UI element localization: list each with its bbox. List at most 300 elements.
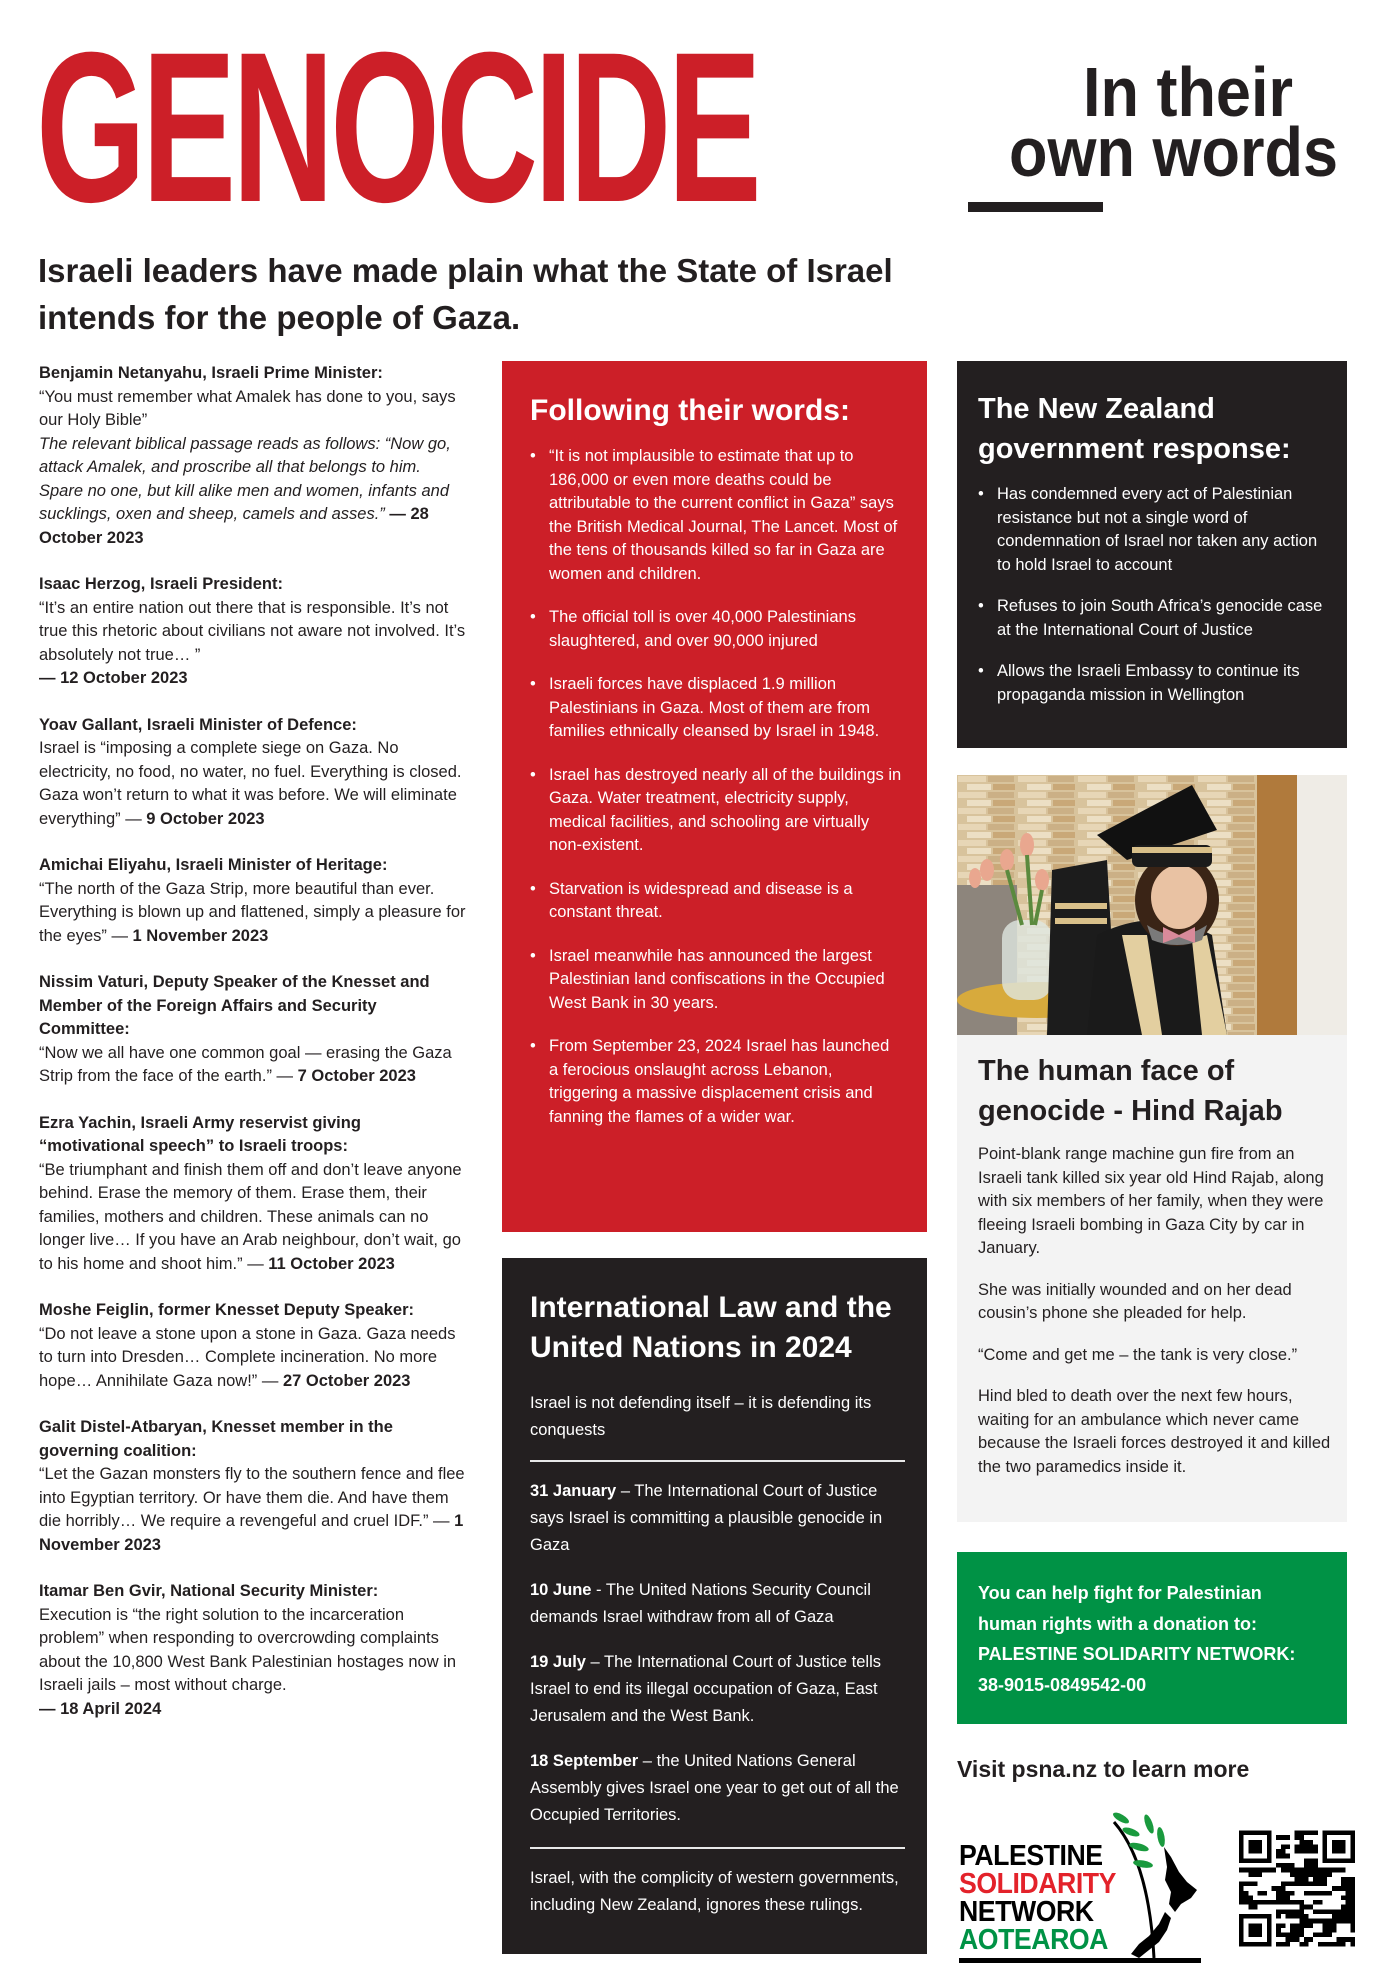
qr-module xyxy=(1281,1933,1286,1938)
quote-item xyxy=(39,573,467,691)
donation-box xyxy=(957,1552,1347,1724)
qr-module xyxy=(1281,1891,1286,1896)
bullet-icon: • xyxy=(978,597,984,615)
qr-module xyxy=(1299,1933,1304,1938)
qr-module xyxy=(1299,1835,1304,1840)
nz-item-text: Refuses to join South Africa’s genocide case at the International Court of Justice xyxy=(997,597,1323,639)
qr-module xyxy=(1299,1900,1304,1905)
qr-module xyxy=(1253,1868,1258,1873)
law-event-separator: – xyxy=(616,1482,635,1500)
quote-item xyxy=(39,362,467,550)
qr-module xyxy=(1239,1882,1244,1887)
law-event-text: The International Court of Justice says Israel is committing a plausible genocide in Gaza xyxy=(530,1482,883,1554)
qr-module xyxy=(1258,1891,1263,1896)
law-event-date: 31 January xyxy=(530,1482,617,1500)
law-event-separator: - xyxy=(591,1581,606,1599)
qr-module xyxy=(1258,1900,1263,1905)
qr-module xyxy=(1281,1895,1286,1900)
law-event-date: 18 September xyxy=(530,1752,639,1770)
qr-module xyxy=(1323,1872,1328,1877)
qr-module xyxy=(1239,1868,1244,1873)
nz-title: The New Zealand government response: xyxy=(978,393,1291,465)
quote-date: 11 October 2023 xyxy=(268,1254,395,1273)
qr-module xyxy=(1253,1900,1258,1905)
qr-module xyxy=(1304,1914,1309,1919)
law-event-text: The United Nations Security Council demands Israel withdraw from all of Gaza xyxy=(530,1581,871,1626)
qr-module xyxy=(1350,1905,1355,1910)
following-item-text: The official toll is over 40,000 Palestinians slaughtered, and over 90,000 injured xyxy=(549,608,856,650)
qr-module xyxy=(1295,1909,1300,1914)
qr-module xyxy=(1262,1891,1267,1896)
qr-module xyxy=(1327,1942,1332,1947)
qr-module xyxy=(1299,1840,1304,1845)
bullet-icon: • xyxy=(530,1037,536,1055)
qr-module xyxy=(1318,1909,1323,1914)
qr-module xyxy=(1327,1872,1332,1877)
following-title: Following their words: xyxy=(530,394,850,427)
qr-module xyxy=(1341,1937,1346,1942)
qr-module xyxy=(1323,1933,1328,1938)
side-title-line1: In their xyxy=(1082,53,1293,131)
qr-module xyxy=(1248,1840,1262,1854)
qr-module xyxy=(1309,1831,1314,1836)
following-item-text: “It is not implausible to estimate that up to 186,000 or even more deaths could be attributable to the current conflict in Gaza” says the British Medical Journal, The Lancet. Most of the tens of thousands killed so far in Gaza are women and children. xyxy=(549,447,898,583)
qr-module xyxy=(1350,1886,1355,1891)
qr-module xyxy=(1332,1886,1337,1891)
qr-module xyxy=(1346,1937,1351,1942)
nz-response-box xyxy=(957,361,1347,748)
law-intro: Israel is not defending itself – it is defending its conquests xyxy=(530,1394,872,1439)
quote-speaker: Galit Distel-Atbaryan, Knesset member in the governing coalition: xyxy=(39,1418,393,1460)
quote-speaker: Nissim Vaturi, Deputy Speaker of the Knesset and Member of the Foreign Affairs and Security Committee: xyxy=(39,973,430,1038)
donation-line1: You can help fight for Palestinian xyxy=(978,1583,1262,1603)
qr-module xyxy=(1285,1835,1290,1840)
qr-module xyxy=(1304,1923,1309,1928)
qr-module xyxy=(1295,1877,1300,1882)
qr-code[interactable] xyxy=(1239,1830,1355,1947)
qr-module xyxy=(1299,1844,1304,1849)
qr-module xyxy=(1332,1840,1346,1854)
international-law-box xyxy=(502,1258,927,1954)
following-item-text: Israeli forces have displaced 1.9 million Palestinians in Gaza. Most of them are from families ethnically cleansed by Israel in 1948. xyxy=(549,675,880,740)
qr-module xyxy=(1290,1868,1295,1873)
qr-module xyxy=(1281,1849,1286,1854)
quote-speaker: Moshe Feiglin, former Knesset Deputy Speaker: xyxy=(39,1301,415,1319)
qr-module xyxy=(1346,1882,1351,1887)
qr-module xyxy=(1299,1877,1304,1882)
qr-module xyxy=(1295,1900,1300,1905)
qr-module xyxy=(1271,1900,1276,1905)
qr-module xyxy=(1350,1909,1355,1914)
quote-speaker: Amichai Eliyahu, Israeli Minister of Heritage: xyxy=(39,856,388,874)
qr-module xyxy=(1290,1900,1295,1905)
qr-module xyxy=(1350,1937,1355,1942)
qr-module xyxy=(1281,1909,1286,1914)
qr-module xyxy=(1341,1877,1346,1882)
qr-module xyxy=(1309,1858,1314,1863)
qr-module xyxy=(1350,1877,1355,1882)
qr-module xyxy=(1239,1900,1244,1905)
quote-item xyxy=(39,1580,467,1721)
qr-module xyxy=(1350,1919,1355,1924)
qr-module xyxy=(1281,1835,1286,1840)
qr-module xyxy=(1285,1937,1290,1942)
quote-speaker: Itamar Ben Gvir, National Security Minister: xyxy=(39,1582,379,1600)
law-event-text: The International Court of Justice tells Israel to end its illegal occupation of Gaza, East Jerusalem and the West Bank. xyxy=(530,1653,881,1725)
qr-module xyxy=(1253,1905,1258,1910)
qr-module xyxy=(1290,1928,1295,1933)
qr-module xyxy=(1281,1844,1286,1849)
qr-module xyxy=(1309,1905,1314,1910)
qr-module xyxy=(1290,1863,1295,1868)
following-item xyxy=(530,878,903,925)
qr-module xyxy=(1309,1844,1314,1849)
qr-module xyxy=(1299,1909,1304,1914)
hind-paragraph: She was initially wounded and on her dead cousin’s phone she pleaded for help. xyxy=(978,1280,1292,1322)
law-event xyxy=(530,1577,913,1631)
nz-item xyxy=(978,595,1333,642)
qr-module xyxy=(1313,1877,1318,1882)
quote-date: — 28 October 2023 xyxy=(39,505,429,547)
quote-date: — 12 October 2023 xyxy=(39,669,188,687)
qr-module xyxy=(1313,1849,1318,1854)
qr-module xyxy=(1290,1909,1295,1914)
qr-module xyxy=(1295,1831,1300,1836)
qr-module xyxy=(1290,1872,1295,1877)
qr-module xyxy=(1290,1923,1295,1928)
qr-module xyxy=(1281,1854,1286,1859)
qr-module xyxy=(1336,1914,1341,1919)
qr-module xyxy=(1285,1933,1290,1938)
qr-module xyxy=(1244,1868,1249,1873)
qr-module xyxy=(1346,1914,1351,1919)
qr-module xyxy=(1281,1886,1286,1891)
qr-module xyxy=(1350,1900,1355,1905)
following-item-text: Israel meanwhile has announced the largest Palestinian land confiscations in the Occupied West Bank in 30 years. xyxy=(549,946,885,1012)
following-item xyxy=(530,764,903,858)
qr-module xyxy=(1336,1919,1341,1924)
qr-module xyxy=(1346,1905,1351,1910)
donation-account: 38-9015-0849542-00 xyxy=(978,1674,1147,1695)
qr-module xyxy=(1309,1863,1314,1868)
qr-module xyxy=(1299,1872,1304,1877)
qr-module xyxy=(1323,1942,1328,1947)
qr-module xyxy=(1304,1840,1309,1845)
qr-module xyxy=(1313,1882,1318,1887)
qr-module xyxy=(1332,1919,1337,1924)
quote-item xyxy=(39,1299,467,1393)
qr-module xyxy=(1239,1895,1244,1900)
divider xyxy=(530,1460,905,1462)
quote-text: “Now we all have one common goal — erasing the Gaza Strip from the face of the earth.” — xyxy=(39,1043,452,1085)
qr-module xyxy=(1313,1844,1318,1849)
quote-date: 27 October 2023 xyxy=(282,1371,411,1390)
bullet-icon: • xyxy=(530,879,536,898)
qr-module xyxy=(1332,1868,1337,1873)
logo-line2: SOLIDARITY xyxy=(959,1868,1116,1900)
qr-module xyxy=(1299,1849,1304,1854)
qr-module xyxy=(1323,1877,1328,1882)
qr-module xyxy=(1281,1923,1286,1928)
quote-speaker: Benjamin Netanyahu, Israeli Prime Minister: xyxy=(39,364,383,382)
quote-date: 7 October 2023 xyxy=(297,1067,416,1085)
qr-module xyxy=(1327,1919,1332,1924)
quote-date: 1 November 2023 xyxy=(39,1512,464,1554)
qr-module xyxy=(1309,1882,1314,1887)
qr-module xyxy=(1290,1937,1295,1942)
qr-module xyxy=(1285,1914,1290,1919)
qr-module xyxy=(1295,1835,1300,1840)
following-item xyxy=(530,673,903,744)
qr-module xyxy=(1341,1882,1346,1887)
qr-module xyxy=(1276,1835,1281,1840)
qr-module xyxy=(1341,1919,1346,1924)
qr-module xyxy=(1304,1868,1309,1873)
logo-line1: PALESTINE xyxy=(959,1840,1103,1872)
qr-module xyxy=(1318,1900,1323,1905)
qr-module xyxy=(1341,1886,1346,1891)
following-item-text: From September 23, 2024 Israel has launched a ferocious onslaught across Lebanon, triggering a massive displacement crisis and fanning the flames of a wider war. xyxy=(549,1037,890,1126)
qr-module xyxy=(1309,1872,1314,1877)
qr-module xyxy=(1323,1919,1328,1924)
qr-module xyxy=(1299,1942,1304,1947)
qr-module xyxy=(1285,1942,1290,1947)
qr-module xyxy=(1276,1923,1281,1928)
qr-module xyxy=(1285,1844,1290,1849)
side-title xyxy=(1005,53,1338,191)
qr-module xyxy=(1332,1923,1337,1928)
qr-module xyxy=(1244,1895,1249,1900)
following-item xyxy=(530,1035,903,1129)
subtitle: Israeli leaders have made plain what the State of Israel intends for the people of Gaza. xyxy=(38,252,893,336)
bullet-icon: • xyxy=(530,765,536,784)
qr-module xyxy=(1258,1872,1263,1877)
hind-paragraphs xyxy=(978,1143,1333,1479)
quote-speaker: Isaac Herzog, Israeli President: xyxy=(39,575,283,593)
qr-module xyxy=(1341,1868,1346,1873)
law-event-date: 19 July xyxy=(530,1653,586,1671)
qr-module xyxy=(1262,1900,1267,1905)
qr-module xyxy=(1336,1942,1341,1947)
qr-module xyxy=(1285,1900,1290,1905)
qr-module xyxy=(1304,1863,1309,1868)
qr-module xyxy=(1281,1942,1286,1947)
qr-module xyxy=(1341,1909,1346,1914)
qr-module xyxy=(1285,1891,1290,1896)
qr-module xyxy=(1304,1942,1309,1947)
qr-module xyxy=(1281,1868,1286,1873)
quote-text: Execution is “the right solution to the incarceration problem” when responding to overcrowding complaints about the 10,800 West Bank Palestinian hostages now in Israeli jails – most without charge. xyxy=(39,1605,457,1694)
qr-module xyxy=(1248,1905,1253,1910)
qr-module xyxy=(1341,1905,1346,1910)
qr-module xyxy=(1276,1886,1281,1891)
qr-module xyxy=(1327,1923,1332,1928)
bullet-icon: • xyxy=(530,608,536,626)
quotes-column xyxy=(39,362,467,1744)
qr-module xyxy=(1313,1858,1318,1863)
qr-module xyxy=(1318,1882,1323,1887)
qr-module xyxy=(1295,1933,1300,1938)
qr-module xyxy=(1323,1928,1328,1933)
qr-module xyxy=(1299,1928,1304,1933)
psna-logo xyxy=(959,1812,1199,1962)
qr-module xyxy=(1350,1891,1355,1896)
qr-module xyxy=(1313,1868,1318,1873)
qr-module xyxy=(1304,1858,1309,1863)
qr-module xyxy=(1327,1891,1332,1896)
qr-module xyxy=(1346,1891,1351,1896)
qr-module xyxy=(1299,1914,1304,1919)
qr-module xyxy=(1350,1882,1355,1887)
qr-module xyxy=(1244,1891,1249,1896)
qr-module xyxy=(1341,1914,1346,1919)
bullet-icon: • xyxy=(530,946,536,965)
qr-module xyxy=(1323,1891,1328,1896)
qr-module xyxy=(1299,1905,1304,1910)
qr-module xyxy=(1299,1923,1304,1928)
qr-module xyxy=(1290,1891,1295,1896)
qr-module xyxy=(1248,1895,1253,1900)
qr-module xyxy=(1276,1942,1281,1947)
qr-module xyxy=(1323,1923,1328,1928)
qr-module xyxy=(1304,1905,1309,1910)
qr-module xyxy=(1248,1872,1253,1877)
qr-module xyxy=(1327,1909,1332,1914)
qr-module xyxy=(1350,1914,1355,1919)
qr-module xyxy=(1248,1882,1253,1887)
hind-rajab-box xyxy=(957,1035,1347,1522)
logo-line3: NETWORK xyxy=(959,1896,1094,1928)
quote-speaker: Ezra Yachin, Israeli Army reservist giving “motivational speech” to Israeli troops: xyxy=(39,1113,361,1155)
qr-module xyxy=(1304,1882,1309,1887)
qr-module xyxy=(1313,1933,1318,1938)
qr-module xyxy=(1304,1891,1309,1896)
qr-module xyxy=(1258,1868,1263,1873)
law-outro: Israel, with the complicity of western governments, including New Zealand, ignores these rulings. xyxy=(530,1869,899,1914)
qr-module xyxy=(1295,1923,1300,1928)
qr-module xyxy=(1309,1849,1314,1854)
hind-paragraph: “Come and get me – the tank is very close.” xyxy=(978,1345,1298,1364)
hind-title: The human face of genocide - Hind Rajab xyxy=(978,1055,1283,1127)
following-item-text: Starvation is widespread and disease is a constant threat. xyxy=(549,879,853,921)
qr-module xyxy=(1299,1919,1304,1924)
law-event xyxy=(530,1478,913,1559)
following-item-text: Israel has destroyed nearly all of the buildings in Gaza. Water treatment, electricity supply, medical facilities, and schooling are virtually non-existent. xyxy=(549,765,902,854)
qr-module xyxy=(1276,1909,1281,1914)
qr-module xyxy=(1267,1900,1272,1905)
qr-module xyxy=(1323,1868,1328,1873)
law-event-text: the United Nations General Assembly gives Israel one year to get out of all the Occupied Territories. xyxy=(530,1752,899,1824)
qr-module xyxy=(1313,1891,1318,1896)
qr-module xyxy=(1309,1937,1314,1942)
nz-item xyxy=(978,660,1333,707)
photo-illustration xyxy=(957,775,1347,1035)
qr-module xyxy=(1341,1942,1346,1947)
quote-item xyxy=(39,854,467,948)
qr-module xyxy=(1276,1933,1281,1938)
qr-module xyxy=(1276,1891,1281,1896)
quote-item xyxy=(39,714,467,832)
qr-module xyxy=(1336,1886,1341,1891)
following-item xyxy=(530,606,903,653)
qr-module xyxy=(1336,1909,1341,1914)
qr-module xyxy=(1281,1882,1286,1887)
law-event xyxy=(530,1748,913,1829)
qr-module xyxy=(1350,1942,1355,1947)
qr-module xyxy=(1313,1872,1318,1877)
main-title: GENOCIDE xyxy=(36,8,758,247)
qr-module xyxy=(1309,1868,1314,1873)
qr-module xyxy=(1253,1882,1258,1887)
qr-module xyxy=(1346,1919,1351,1924)
hind-paragraph: Point-blank range machine gun fire from an Israeli tank killed six year old Hind Rajab, along with six members of her family, when they were fleeing Israeli bombing in Gaza City by car in January. xyxy=(978,1145,1324,1257)
qr-module xyxy=(1295,1868,1300,1873)
following-item xyxy=(530,445,903,586)
qr-module xyxy=(1244,1900,1249,1905)
qr-module xyxy=(1295,1937,1300,1942)
following-list xyxy=(530,445,903,1129)
qr-module xyxy=(1327,1928,1332,1933)
visit-link[interactable]: Visit psna.nz to learn more xyxy=(957,1756,1250,1782)
quote-speaker: Yoav Gallant, Israeli Minister of Defence: xyxy=(39,715,357,734)
qr-module xyxy=(1276,1895,1281,1900)
qr-module xyxy=(1295,1844,1300,1849)
qr-module xyxy=(1318,1891,1323,1896)
qr-module xyxy=(1313,1909,1318,1914)
qr-module xyxy=(1318,1877,1323,1882)
quote-date: 1 November 2023 xyxy=(132,926,269,945)
qr-module xyxy=(1304,1877,1309,1882)
qr-module xyxy=(1309,1891,1314,1896)
title-underline xyxy=(968,202,1103,212)
following-their-words-box xyxy=(502,361,927,1232)
logo-line4: AOTEAROA xyxy=(959,1924,1108,1956)
qr-module xyxy=(1346,1877,1351,1882)
qr-module xyxy=(1332,1942,1337,1947)
side-title-line2: own words xyxy=(1008,113,1338,191)
following-item xyxy=(530,945,903,1016)
qr-module xyxy=(1346,1895,1351,1900)
qr-module xyxy=(1276,1914,1281,1919)
bullet-icon: • xyxy=(978,662,984,680)
qr-module xyxy=(1350,1895,1355,1900)
qr-module xyxy=(1332,1909,1337,1914)
qr-module xyxy=(1304,1849,1309,1854)
qr-module xyxy=(1290,1933,1295,1938)
bullet-icon: • xyxy=(530,675,536,693)
qr-module xyxy=(1318,1872,1323,1877)
quote-item xyxy=(39,1112,467,1277)
qr-module xyxy=(1285,1882,1290,1887)
quote-item xyxy=(39,1416,467,1557)
quote-text: Israel is “imposing a complete siege on Gaza. No electricity, no food, no water, no fuel. Everything is closed. Gaza won’t return to what it was before. We will eliminate everything” — xyxy=(39,739,462,828)
qr-module xyxy=(1276,1863,1281,1868)
qr-module xyxy=(1253,1872,1258,1877)
qr-module xyxy=(1285,1863,1290,1868)
law-events xyxy=(530,1478,913,1829)
qr-module xyxy=(1299,1831,1304,1836)
qr-module xyxy=(1262,1868,1267,1873)
qr-module xyxy=(1239,1891,1244,1896)
donation-line2: human rights with a donation to: xyxy=(978,1613,1257,1634)
bullet-icon: • xyxy=(530,447,536,465)
nz-list xyxy=(978,483,1333,707)
qr-module xyxy=(1336,1937,1341,1942)
qr-module xyxy=(1309,1840,1314,1845)
qr-module xyxy=(1271,1868,1276,1873)
qr-module xyxy=(1350,1923,1355,1928)
qr-module xyxy=(1299,1882,1304,1887)
